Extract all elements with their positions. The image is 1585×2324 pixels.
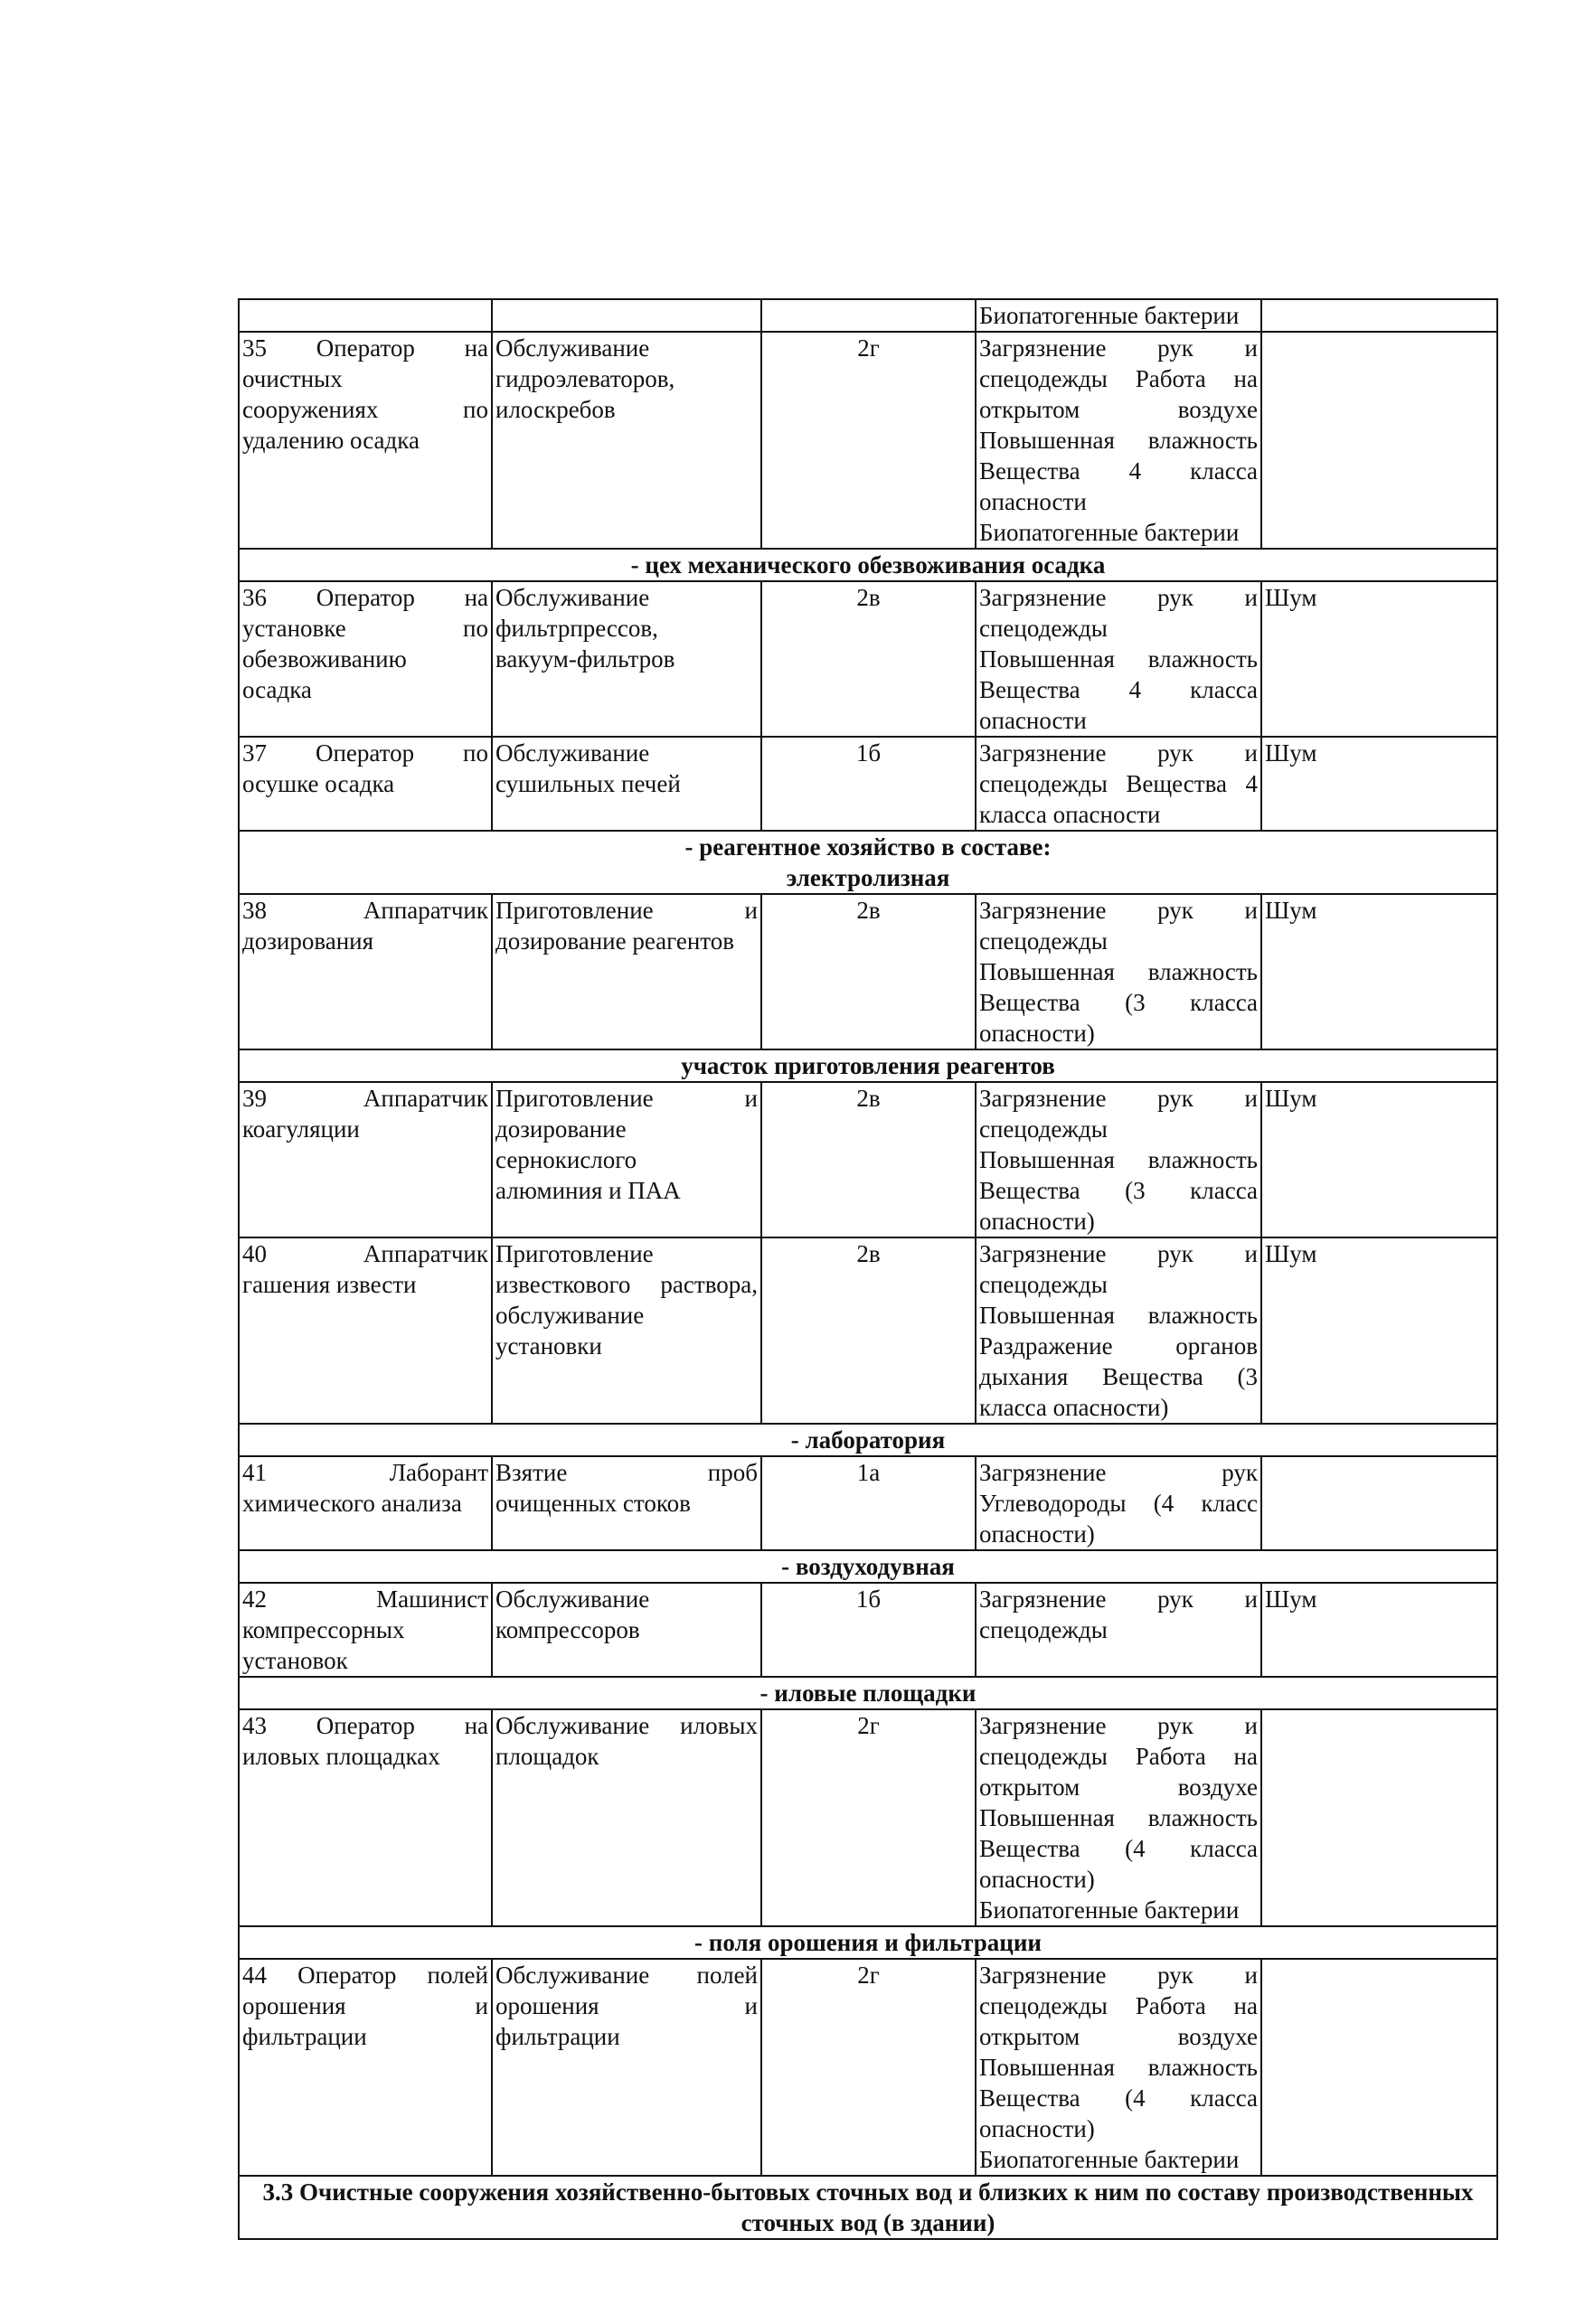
subsection-heading — [239, 1550, 1497, 1583]
subsection-label: участок приготовления реагентов — [681, 1052, 1055, 1079]
hazard-line: спецодежды — [979, 615, 1108, 642]
profession-cell — [239, 1237, 492, 1424]
work-line: известкового раствора, — [495, 1271, 758, 1298]
work-line: Взятие проб — [495, 1459, 758, 1486]
work-line: Приготовление и — [495, 897, 758, 924]
subsection-label: - цех механического обезвоживания осадка — [630, 551, 1106, 579]
hazards-cell — [976, 1583, 1261, 1677]
class-cell: 1б — [761, 1583, 976, 1677]
hazard-line: Загрязнение рук и — [979, 1962, 1258, 1989]
work-cell — [492, 1082, 761, 1237]
hazard-line: опасности) — [979, 1866, 1095, 1893]
profession-line: осушке осадка — [242, 770, 395, 797]
table-row — [239, 1456, 1497, 1550]
class-cell: 2в — [761, 894, 976, 1049]
hazard-line: Повышенная влажность — [979, 958, 1258, 985]
profession-line: удалению осадка — [242, 427, 420, 454]
extra-factor-cell: Шум — [1261, 894, 1497, 1049]
profession-cell — [239, 1456, 492, 1550]
profession-line: иловых площадках — [242, 1743, 440, 1770]
hazard-line: опасности — [979, 707, 1087, 734]
hazard-line: Повышенная влажность — [979, 1146, 1258, 1173]
work-line: установки — [495, 1332, 602, 1360]
section-title: 3.3 Очистные сооружения хозяйственно-бытовых сточных вод и близких к ним по составу производственных сточных вод (в здании) — [239, 2176, 1497, 2239]
work-line: фильтрации — [495, 2023, 620, 2050]
profession-line: очистных — [242, 365, 343, 392]
work-line: Обслуживание полей — [495, 1962, 758, 1989]
subsection-heading — [239, 1926, 1497, 1959]
hazard-line: спецодежды Работа на — [979, 1743, 1258, 1770]
hazard-line: Загрязнение рук и — [979, 1085, 1258, 1112]
hazard-line: Загрязнение рук и — [979, 897, 1258, 924]
work-cell — [492, 737, 761, 831]
work-cell — [492, 581, 761, 737]
table-row — [239, 1583, 1497, 1677]
hazard-line: Загрязнение рук — [979, 1459, 1258, 1486]
table-row-continued — [239, 299, 1497, 332]
profession-line: установок — [242, 1647, 348, 1674]
extra-factor-cell — [1261, 1959, 1497, 2176]
work-line: орошения и — [495, 1992, 758, 2019]
table-row — [239, 1959, 1497, 2176]
profession-line: установке по — [242, 615, 488, 642]
hazard-line: спецодежды — [979, 1616, 1108, 1643]
hazard-line: опасности) — [979, 1208, 1095, 1235]
table-row — [239, 1082, 1497, 1237]
hazard-line: Вещества 4 класса — [979, 457, 1258, 485]
work-line: дозирование — [495, 1115, 627, 1143]
table-row — [239, 1237, 1497, 1424]
profession-cell — [239, 1959, 492, 2176]
subsection-label: - иловые площадки — [759, 1679, 976, 1707]
subsection-label: - воздуходувная — [781, 1553, 955, 1580]
hazards-cell — [976, 299, 1261, 332]
profession-cell — [239, 1583, 492, 1677]
subsection-label: электролизная — [786, 864, 950, 891]
profession-line: 40 Аппаратчик — [242, 1240, 488, 1267]
profession-line: сооружениях по — [242, 396, 488, 423]
work-line: Обслуживание иловых — [495, 1712, 758, 1739]
hazard-line: опасности) — [979, 1520, 1095, 1548]
profession-line: фильтрации — [242, 2023, 367, 2050]
profession-line: 37 Оператор по — [242, 739, 488, 767]
work-line: компрессоров — [495, 1616, 640, 1643]
work-line: алюминия и ПАА — [495, 1177, 681, 1204]
profession-line: 43 Оператор на — [242, 1712, 488, 1739]
subsection-label: - реагентное хозяйство в составе: — [684, 833, 1052, 861]
hazard-line: Углеводороды (4 класс — [979, 1490, 1258, 1517]
hazards-cell — [976, 1709, 1261, 1926]
hazards-cell — [976, 894, 1261, 1049]
profession-cell — [239, 894, 492, 1049]
extra-factor-cell — [1261, 1709, 1497, 1926]
profession-line: 42 Машинист — [242, 1585, 488, 1613]
hazard-line: Повышенная влажность — [979, 645, 1258, 673]
work-line: площадок — [495, 1743, 599, 1770]
hazard-line: спецодежды — [979, 927, 1108, 955]
work-line: вакуум-фильтров — [495, 645, 675, 673]
subsection-heading — [239, 1424, 1497, 1456]
subsection-label: - лаборатория — [790, 1426, 946, 1454]
extra-factor-cell: Шум — [1261, 1237, 1497, 1424]
hazard-line: Биопатогенные бактерии — [979, 2146, 1240, 2173]
profession-line: химического анализа — [242, 1490, 462, 1517]
hazard-line: Вещества 4 класса — [979, 676, 1258, 703]
work-line: гидроэлеваторов, — [495, 365, 675, 392]
table-row — [239, 1709, 1497, 1926]
work-line: Приготовление — [495, 1240, 654, 1267]
table-row — [239, 581, 1497, 737]
profession-line: 35 Оператор на — [242, 334, 488, 362]
extra-factor-cell — [1261, 299, 1497, 332]
work-cell — [492, 1709, 761, 1926]
work-cell — [492, 332, 761, 549]
subsection-row — [239, 549, 1497, 581]
work-cell — [492, 1583, 761, 1677]
hazard-line: опасности) — [979, 1020, 1095, 1047]
class-cell: 2в — [761, 1082, 976, 1237]
hazards-cell — [976, 332, 1261, 549]
profession-line: компрессорных — [242, 1616, 405, 1643]
hazard-line: Раздражение органов — [979, 1332, 1258, 1360]
hazard-line: спецодежды Вещества 4 — [979, 770, 1258, 797]
hazard-line: открытом воздухе — [979, 396, 1258, 423]
work-line: обслуживание — [495, 1302, 645, 1329]
profession-cell — [239, 332, 492, 549]
profession-line: орошения и — [242, 1992, 488, 2019]
hazards-cell — [976, 1237, 1261, 1424]
class-cell: 2г — [761, 332, 976, 549]
hazard-line: Загрязнение рук и — [979, 1712, 1258, 1739]
subsection-heading — [239, 1049, 1497, 1082]
section-title-row — [239, 2176, 1497, 2239]
hazard-line: Биопатогенные бактерии — [979, 519, 1240, 546]
work-line: дозирование реагентов — [495, 927, 735, 955]
hazard-line: Биопатогенные бактерии — [979, 1896, 1240, 1924]
class-cell: 2в — [761, 1237, 976, 1424]
hazard-line: Загрязнение рук и — [979, 584, 1258, 611]
work-line: илоскребов — [495, 396, 616, 423]
class-cell — [761, 299, 976, 332]
profession-line: осадка — [242, 676, 312, 703]
profession-line: 44 Оператор полей — [242, 1962, 488, 1989]
class-cell: 2г — [761, 1959, 976, 2176]
hazard-line: Повышенная влажность — [979, 1804, 1258, 1831]
profession-line: 39 Аппаратчик — [242, 1085, 488, 1112]
hazard-line: класса опасности — [979, 801, 1161, 828]
hazard-line: дыхания Вещества (3 — [979, 1363, 1258, 1390]
hazard-line: опасности — [979, 488, 1087, 515]
class-cell: 1б — [761, 737, 976, 831]
extra-factor-cell: Шум — [1261, 1082, 1497, 1237]
profession-cell — [239, 299, 492, 332]
hazard-line: Биопатогенные бактерии — [979, 302, 1240, 329]
table-row — [239, 894, 1497, 1049]
extra-factor-cell: Шум — [1261, 737, 1497, 831]
hazard-line: Вещества (3 класса — [979, 989, 1258, 1016]
work-line: фильтрпрессов, — [495, 615, 658, 642]
hazard-line: Повышенная влажность — [979, 427, 1258, 454]
hazard-line: Повышенная влажность — [979, 2054, 1258, 2081]
hazard-line: спецодежды — [979, 1271, 1108, 1298]
hazard-line: Загрязнение рук и — [979, 739, 1258, 767]
profession-cell — [239, 737, 492, 831]
subsection-row — [239, 1049, 1497, 1082]
work-line: Приготовление и — [495, 1085, 758, 1112]
hazards-cell — [976, 737, 1261, 831]
hazard-line: открытом воздухе — [979, 2023, 1258, 2050]
work-cell — [492, 1237, 761, 1424]
subsection-row — [239, 1677, 1497, 1709]
work-line: сернокислого — [495, 1146, 637, 1173]
subsection-heading — [239, 1677, 1497, 1709]
profession-line: обезвоживанию — [242, 645, 407, 673]
subsection-row — [239, 1926, 1497, 1959]
work-cell — [492, 1456, 761, 1550]
profession-line: дозирования — [242, 927, 374, 955]
subsection-row — [239, 831, 1497, 894]
extra-factor-cell: Шум — [1261, 581, 1497, 737]
subsection-label: - поля орошения и фильтрации — [694, 1929, 1042, 1956]
hazards-cell — [976, 1082, 1261, 1237]
table-row — [239, 737, 1497, 831]
hazard-line: класса опасности) — [979, 1394, 1169, 1421]
profession-cell — [239, 581, 492, 737]
subsection-row — [239, 1424, 1497, 1456]
profession-line: 38 Аппаратчик — [242, 897, 488, 924]
hazard-line: Вещества (4 класса — [979, 2084, 1258, 2112]
hazard-line: Вещества (3 класса — [979, 1177, 1258, 1204]
hazard-line: Вещества (4 класса — [979, 1835, 1258, 1862]
profession-line: 41 Лаборант — [242, 1459, 488, 1486]
subsection-heading — [239, 831, 1497, 894]
subsection-heading — [239, 549, 1497, 581]
profession-cell — [239, 1082, 492, 1237]
work-cell — [492, 894, 761, 1049]
hazard-line: открытом воздухе — [979, 1774, 1258, 1801]
profession-line: 36 Оператор на — [242, 584, 488, 611]
hazard-line: Загрязнение рук и — [979, 1585, 1258, 1613]
hazards-cell — [976, 581, 1261, 737]
hazard-line: Повышенная влажность — [979, 1302, 1258, 1329]
work-line: очищенных стоков — [495, 1490, 691, 1517]
extra-factor-cell: Шум — [1261, 1583, 1497, 1677]
class-cell: 1а — [761, 1456, 976, 1550]
extra-factor-cell — [1261, 1456, 1497, 1550]
hazard-line: опасности) — [979, 2115, 1095, 2142]
table-row — [239, 332, 1497, 549]
profession-line: гашения извести — [242, 1271, 417, 1298]
hazard-line: спецодежды — [979, 1115, 1108, 1143]
work-line: сушильных печей — [495, 770, 681, 797]
class-cell: 2в — [761, 581, 976, 737]
work-line: Обслуживание — [495, 584, 650, 611]
class-cell: 2г — [761, 1709, 976, 1926]
extra-factor-cell — [1261, 332, 1497, 549]
hazard-line: спецодежды Работа на — [979, 1992, 1258, 2019]
hazards-cell — [976, 1959, 1261, 2176]
hazard-line: Загрязнение рук и — [979, 334, 1258, 362]
profession-cell — [239, 1709, 492, 1926]
subsection-row — [239, 1550, 1497, 1583]
work-line: Обслуживание — [495, 1585, 650, 1613]
hazard-line: спецодежды Работа на — [979, 365, 1258, 392]
working-conditions-table — [238, 298, 1498, 2240]
work-line: Обслуживание — [495, 739, 650, 767]
hazard-line: Загрязнение рук и — [979, 1240, 1258, 1267]
work-cell — [492, 1959, 761, 2176]
work-line: Обслуживание — [495, 334, 650, 362]
work-cell — [492, 299, 761, 332]
profession-line: коагуляции — [242, 1115, 360, 1143]
hazards-cell — [976, 1456, 1261, 1550]
